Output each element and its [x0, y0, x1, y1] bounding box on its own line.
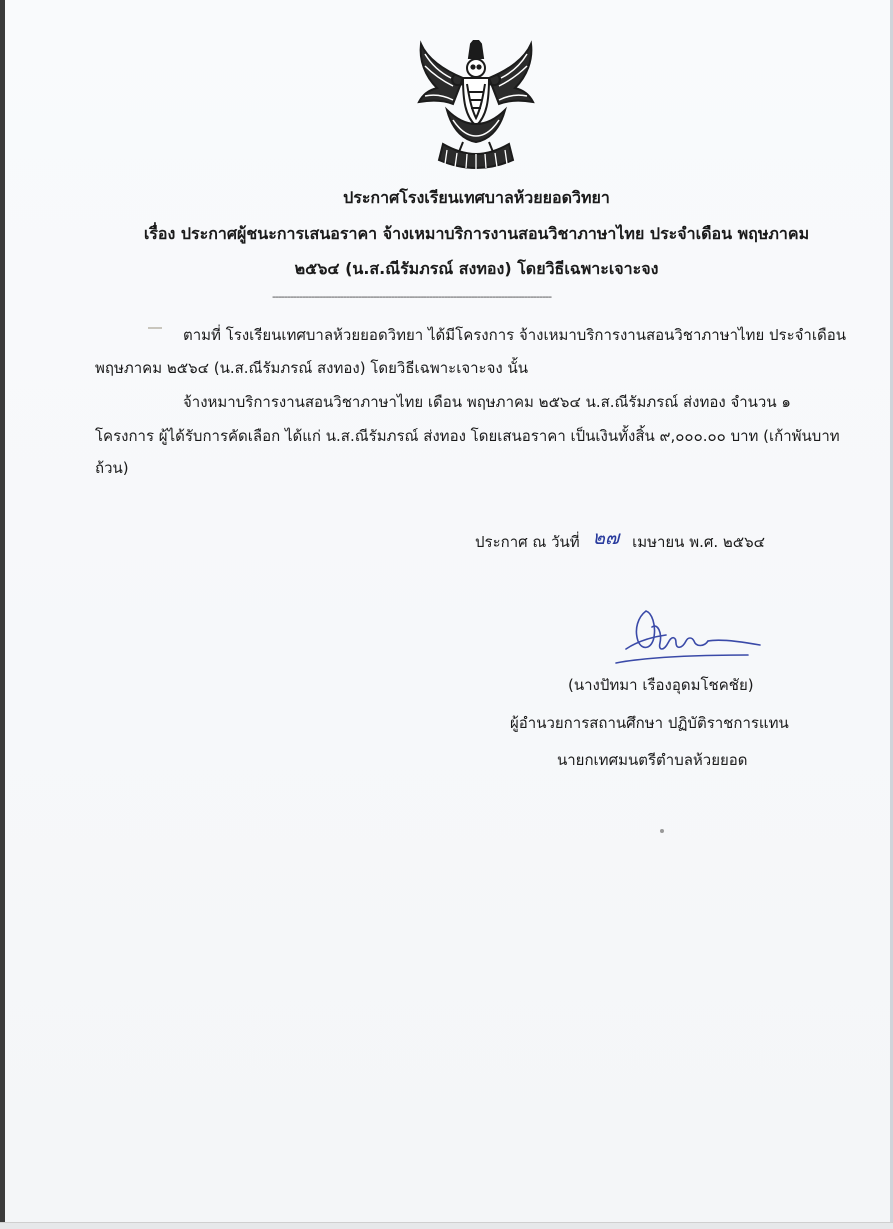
announcement-subject: เรื่อง ประกาศผู้ชนะการเสนอราคา จ้างเหมาบริการงานสอนวิชาภาษาไทย ประจำเดือน พฤษภาคม	[143, 224, 810, 243]
signatory-name: (นางปัทมา เรืองอุดมโชคชัย)	[568, 676, 754, 694]
date-day-handwritten: ๒๗	[592, 527, 620, 549]
paragraph-2-line-3: ถ้วน)	[95, 459, 129, 477]
paragraph-1-line-1: ตามที่ โรงเรียนเทศบาลห้วยยอดวิทยา ได้มีโครงการ จ้างเหมาบริการงานสอนวิชาภาษาไทย ประจำเดือน	[183, 326, 846, 344]
handwritten-signature	[608, 603, 768, 669]
announcement-subject-cont: ๒๕๖๔ (น.ส.ณีรัมภรณ์ สงทอง) โดยวิธีเฉพาะเจาะจง	[294, 259, 659, 278]
date-prefix: ประกาศ ณ วันที่	[475, 533, 580, 551]
date-suffix: เมษายน พ.ศ. ๒๕๖๔	[632, 533, 766, 551]
signatory-position-cont: นายกเทศมนตรีตำบลห้วยยอด	[557, 751, 748, 769]
paragraph-2-line-2: โครงการ ผู้ได้รับการคัดเลือก ได้แก่ น.ส.ณีรัมภรณ์ ส่งทอง โดยเสนอราคา เป็นเงินทั้งสิ้น ๙,๐๐๐.๐๐ บาท (เก้าพันบาท	[95, 427, 840, 445]
paragraph-2-line-1: จ้างหมาบริการงานสอนวิชาภาษาไทย เดือน พฤษภาคม ๒๕๖๔ น.ส.ณีรัมภรณ์ ส่งทอง จำนวน ๑	[183, 393, 791, 411]
announcement-date	[475, 526, 765, 556]
separator-line: ----------------------------------------------------------------------------------------------	[272, 290, 552, 303]
announcement-title: ประกาศโรงเรียนเทศบาลห้วยยอดวิทยา	[343, 188, 610, 207]
garuda-emblem-icon	[413, 40, 539, 176]
scan-speck	[660, 829, 664, 833]
scan-edge-left	[0, 0, 5, 1229]
signatory-position: ผู้อำนวยการสถานศึกษา ปฏิบัติราชการแทน	[510, 714, 789, 732]
indent-mark	[148, 327, 162, 329]
paragraph-1-line-2: พฤษภาคม ๒๕๖๔ (น.ส.ณีรัมภรณ์ สงทอง) โดยวิธีเฉพาะเจาะจง นั้น	[95, 359, 529, 377]
scan-edge-bottom	[0, 1222, 893, 1229]
